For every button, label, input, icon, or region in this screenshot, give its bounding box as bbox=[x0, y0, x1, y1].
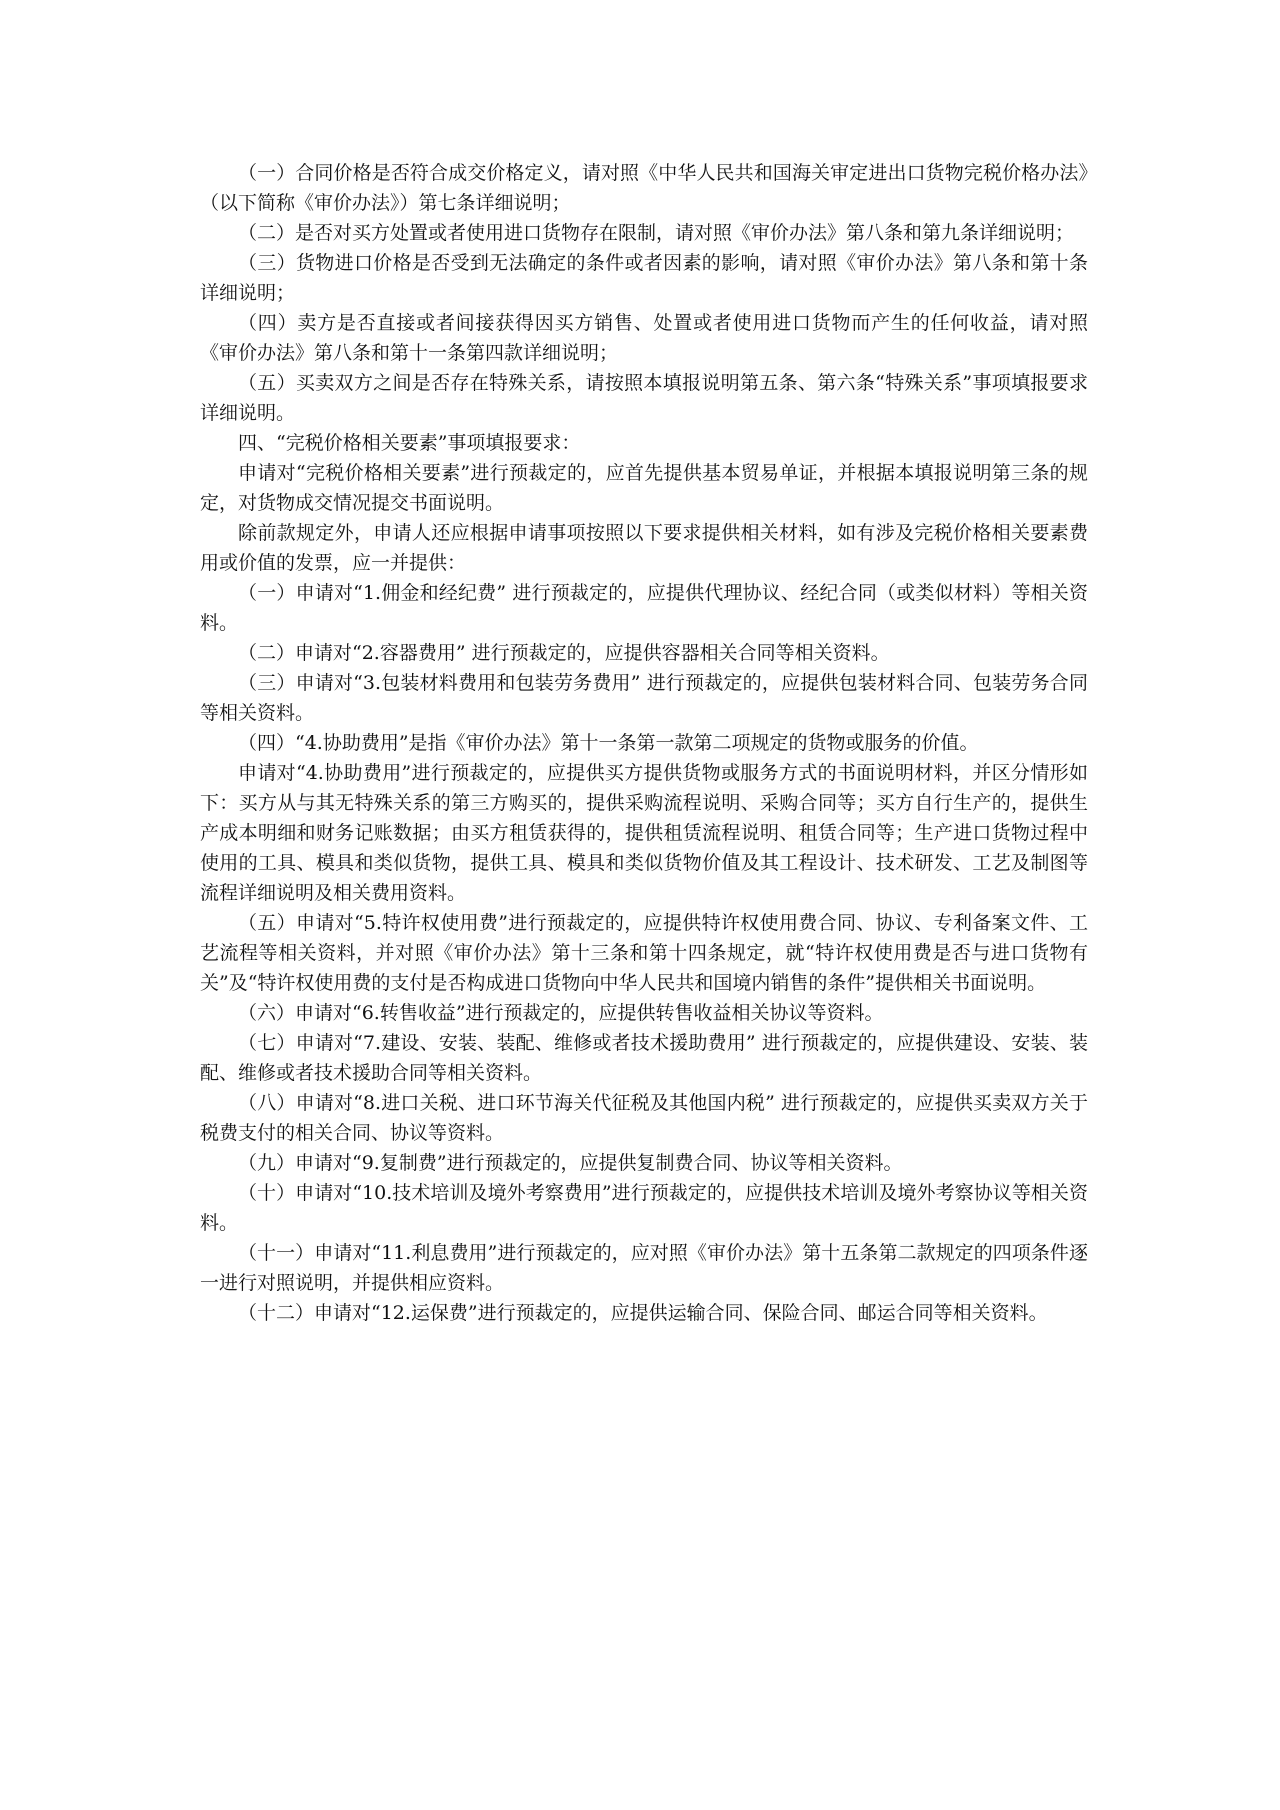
paragraph-contract-price: （一）合同价格是否符合成交价格定义，请对照《中华人民共和国海关审定进出口货物完税价格办法》（以下简称《审价办法》）第七条详细说明； bbox=[200, 162, 1088, 214]
paragraph-assist-definition: （四）“4.协助费用”是指《审价办法》第十一条第一款第二项规定的货物或服务的价值。 bbox=[238, 732, 979, 754]
paragraph-buyer-restriction: （二）是否对买方处置或者使用进口货物存在限制，请对照《审价办法》第八条和第九条详细说明； bbox=[238, 222, 1075, 244]
paragraph-import-duties: （八）申请对“8.进口关税、进口环节海关代征税及其他国内税” 进行预裁定的，应提供买卖双方关于税费支付的相关合同、协议等资料。 bbox=[200, 1092, 1088, 1144]
paragraph-freight-insurance: （十二）申请对“12.运保费”进行预裁定的，应提供运输合同、保险合同、邮运合同等相关资料。 bbox=[238, 1302, 1048, 1324]
document-body bbox=[200, 158, 1088, 1328]
paragraph-training-cost: （十）申请对“10.技术培训及境外考察费用”进行预裁定的，应提供技术培训及境外考察协议等相关资料。 bbox=[200, 1182, 1088, 1234]
paragraph-construction-cost: （七）申请对“7.建设、安装、装配、维修或者技术援助费用” 进行预裁定的，应提供建设、安装、装配、维修或者技术援助合同等相关资料。 bbox=[200, 1032, 1088, 1084]
paragraph-reproduction-fee: （九）申请对“9.复制费”进行预裁定的，应提供复制费合同、协议等相关资料。 bbox=[238, 1152, 903, 1174]
section-heading-four: 四、“完税价格相关要素”事项填报要求： bbox=[238, 432, 581, 454]
paragraph-container-cost: （二）申请对“2.容器费用” 进行预裁定的，应提供容器相关合同等相关资料。 bbox=[238, 642, 890, 664]
paragraph-interest-cost: （十一）申请对“11.利息费用”进行预裁定的，应对照《审价办法》第十五条第二款规定的四项条件逐一进行对照说明，并提供相应资料。 bbox=[200, 1242, 1088, 1294]
paragraph-resale-proceeds: （六）申请对“6.转售收益”进行预裁定的，应提供转售收益相关协议等资料。 bbox=[238, 1002, 884, 1024]
paragraph-basic-documents: 申请对“完税价格相关要素”进行预裁定的，应首先提供基本贸易单证，并根据本填报说明第三条的规定，对货物成交情况提交书面说明。 bbox=[200, 462, 1088, 514]
paragraph-special-relationship: （五）买卖双方之间是否存在特殊关系，请按照本填报说明第五条、第六条“特殊关系”事项填报要求详细说明。 bbox=[200, 372, 1088, 424]
paragraph-packing-cost: （三）申请对“3.包装材料费用和包装劳务费用” 进行预裁定的，应提供包装材料合同、包装劳务合同等相关资料。 bbox=[200, 672, 1088, 724]
paragraph-seller-proceeds: （四）卖方是否直接或者间接获得因买方销售、处置或者使用进口货物而产生的任何收益，请对照《审价办法》第八条和第十一条第四款详细说明； bbox=[200, 312, 1088, 364]
paragraph-additional-materials: 除前款规定外，申请人还应根据申请事项按照以下要求提供相关材料，如有涉及完税价格相关要素费用或价值的发票，应一并提供： bbox=[200, 522, 1088, 574]
paragraph-assist-materials: 申请对“4.协助费用”进行预裁定的，应提供买方提供货物或服务方式的书面说明材料，并区分情形如下：买方从与其无特殊关系的第三方购买的，提供采购流程说明、采购合同等；买方自行生产的，提供生产成本明细和财务记账数据；由买方租赁获得的，提供租赁流程说明、租赁合同等；生产进口货物过程中使用的工具、模具和类似货物，提供工具、模具和类似货物价值及其工程设计、技术研发、工艺及制图等流程详细说明及相关费用资料。 bbox=[200, 762, 1088, 904]
paragraph-commission: （一）申请对“1.佣金和经纪费” 进行预裁定的，应提供代理协议、经纪合同（或类似材料）等相关资料。 bbox=[200, 582, 1088, 634]
paragraph-price-conditions: （三）货物进口价格是否受到无法确定的条件或者因素的影响，请对照《审价办法》第八条和第十条详细说明； bbox=[200, 252, 1088, 304]
paragraph-royalties: （五）申请对“5.特许权使用费”进行预裁定的，应提供特许权使用费合同、协议、专利备案文件、工艺流程等相关资料，并对照《审价办法》第十三条和第十四条规定，就“特许权使用费是否与进口货物有关”及“特许权使用费的支付是否构成进口货物向中华人民共和国境内销售的条件”提供相关书面说明。 bbox=[200, 912, 1088, 994]
